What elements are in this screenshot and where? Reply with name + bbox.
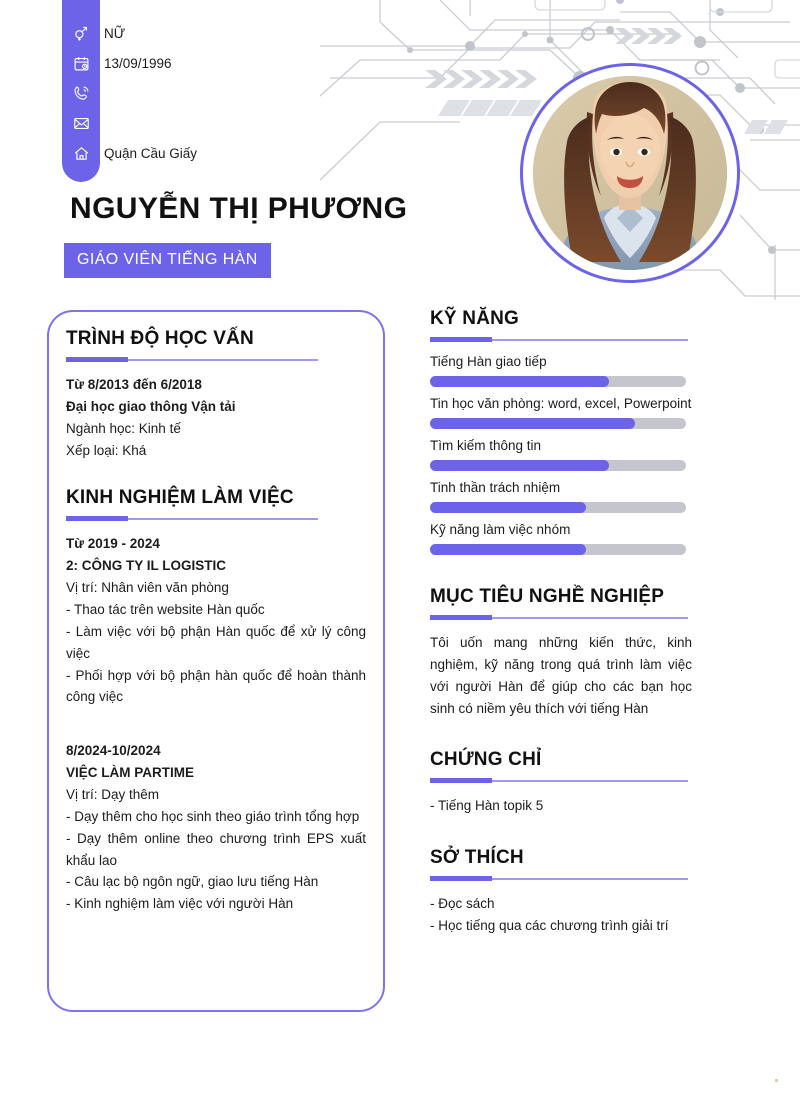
job-period: Từ 2019 - 2024 xyxy=(66,536,160,552)
skill-bar xyxy=(430,460,686,471)
skill-bar-fill xyxy=(430,502,586,513)
skill-item xyxy=(430,396,692,429)
experience-title: KINH NGHIỆM LÀM VIỆC xyxy=(66,487,294,509)
phone-icon xyxy=(71,78,91,108)
education-section xyxy=(66,328,366,461)
calendar-icon xyxy=(71,48,91,78)
skill-bar-fill xyxy=(430,544,586,555)
skill-item xyxy=(430,480,692,513)
education-school: Đại học giao thông Vận tải xyxy=(66,398,236,414)
hobbies-title: SỞ THÍCH xyxy=(430,847,524,869)
gender-icon xyxy=(71,18,91,48)
skill-label: Kỹ năng làm việc nhóm xyxy=(430,522,571,537)
hobbies-section xyxy=(430,847,692,937)
skill-item xyxy=(430,438,692,471)
job-bullet: - Làm việc với bộ phận Hàn quốc để xử lý công việc xyxy=(66,623,366,661)
skill-bar-fill xyxy=(430,376,609,387)
certificates-section xyxy=(430,749,692,817)
hobbies-rule xyxy=(430,876,692,882)
education-rule xyxy=(66,357,366,363)
skill-bar xyxy=(430,376,686,387)
education-title: TRÌNH ĐỘ HỌC VẤN xyxy=(66,328,254,349)
hobby-item: - Đọc sách xyxy=(430,896,495,912)
left-column-content xyxy=(66,328,366,917)
corner-mark xyxy=(775,1079,778,1082)
avatar xyxy=(520,63,740,283)
education-grade: Xếp loại: Khá xyxy=(66,442,147,458)
contact-value-email xyxy=(104,108,424,138)
home-icon xyxy=(71,138,91,168)
skill-label: Tin học văn phòng: word, excel, Powerpoint xyxy=(430,396,692,411)
contact-value-birthdate: 13/09/1996 xyxy=(104,55,172,71)
objective-title: MỤC TIÊU NGHỀ NGHIỆP xyxy=(430,586,665,607)
skill-item xyxy=(430,522,692,555)
contact-values xyxy=(104,18,424,168)
skill-bar-fill xyxy=(430,460,609,471)
job-position: Vị trí: Nhân viên văn phòng xyxy=(66,580,229,596)
skills-title: KỸ NĂNG xyxy=(430,308,520,329)
job-company: 2: CÔNG TY IL LOGISTIC xyxy=(66,558,227,574)
email-icon xyxy=(71,108,91,138)
job-period: 8/2024-10/2024 xyxy=(66,743,161,759)
right-column-content xyxy=(430,308,692,937)
certificates-rule xyxy=(430,778,692,784)
skill-item xyxy=(430,354,692,387)
skill-bar-fill xyxy=(430,418,635,429)
education-period: Từ 8/2013 đến 6/2018 xyxy=(66,377,202,392)
experience-job-2 xyxy=(66,740,366,915)
skill-label: Tìm kiếm thông tin xyxy=(430,438,542,453)
objective-section xyxy=(430,586,692,719)
skills-rule xyxy=(430,337,692,343)
skill-label: Tiếng Hàn giao tiếp xyxy=(430,354,547,369)
job-bullet: - Thao tác trên website Hàn quốc xyxy=(66,602,265,618)
contact-value-phone xyxy=(104,78,424,108)
objective-rule xyxy=(430,615,692,621)
skills-list xyxy=(430,354,692,555)
skill-bar xyxy=(430,418,686,429)
experience-rule xyxy=(66,516,366,522)
job-bullet: - Phối hợp với bộ phận hàn quốc để hoàn thành công việc xyxy=(66,667,366,705)
contact-value-gender: NỮ xyxy=(104,25,126,41)
job-bullet: - Dạy thêm cho học sinh theo giáo trình tổng hợp xyxy=(66,808,360,824)
job-title-badge: GIÁO VIÊN TIẾNG HÀN xyxy=(64,243,271,278)
certificate-item: - Tiếng Hàn topik 5 xyxy=(430,798,544,814)
job-bullet: - Dạy thêm online theo chương trình EPS xuất khẩu lao xyxy=(66,830,366,868)
job-company: VIỆC LÀM PARTIME xyxy=(66,765,194,781)
experience-job-1 xyxy=(66,533,366,708)
job-position: Vị trí: Dạy thêm xyxy=(66,787,160,803)
skill-label: Tinh thần trách nhiệm xyxy=(430,480,561,495)
candidate-name: NGUYỄN THỊ PHƯƠNG xyxy=(70,192,408,225)
job-bullet: - Kinh nghiệm làm việc với người Hàn xyxy=(66,896,294,912)
experience-section xyxy=(66,487,366,915)
skill-bar xyxy=(430,544,686,555)
contact-icon-list xyxy=(62,18,100,168)
job-bullet: - Câu lạc bộ ngôn ngữ, giao lưu tiếng Hàn xyxy=(66,874,319,890)
certificates-title: CHỨNG CHỈ xyxy=(430,749,542,771)
skill-bar xyxy=(430,502,686,513)
contact-value-address: Quận Cầu Giấy xyxy=(104,145,198,161)
hobby-item: - Học tiếng qua các chương trình giải trí xyxy=(430,918,669,934)
objective-text: Tôi uốn mang những kiến thức, kinh nghiệm, kỹ năng trong quá trình làm việc với người Hàn để giúp cho các bạn học sinh có niềm yêu thích với tiếng Hàn xyxy=(430,635,692,716)
avatar-photo xyxy=(533,76,727,270)
education-major: Ngành học: Kinh tế xyxy=(66,420,181,436)
skills-section xyxy=(430,308,692,555)
